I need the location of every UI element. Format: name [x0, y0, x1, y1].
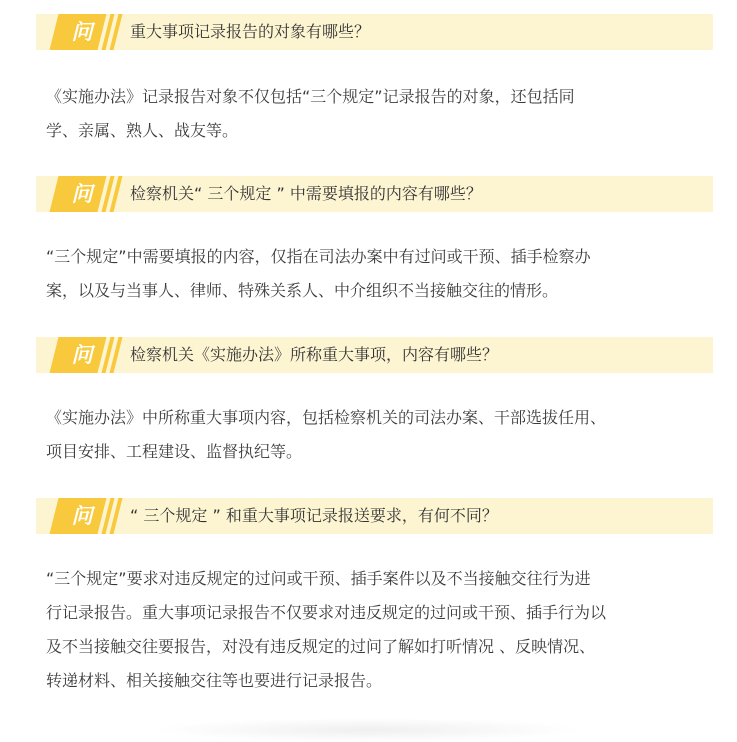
question-text: 检察机关《实施办法》所称重大事项，内容有哪些？: [130, 345, 499, 364]
answer-line: 《实施办法》记录报告对象不仅包括“三个规定”记录报告的对象，还包括同: [46, 87, 575, 106]
question-bar: [36, 14, 713, 50]
question-badge-label: 问: [71, 504, 93, 528]
answer-line: 学、亲属、熟人、战友等。: [46, 121, 239, 140]
question-bar: [36, 498, 713, 534]
question-badge-label: 问: [71, 343, 93, 367]
answer-text: [46, 562, 708, 698]
question-bar: [36, 176, 713, 212]
question-badge-label: 问: [71, 182, 93, 206]
answer-line: “三个规定”中需要填报的内容，仅指在司法办案中有过问或干预、插手检察办: [46, 247, 591, 266]
answer-line: 项目安排、工程建设、监督执纪等。: [46, 442, 303, 461]
answer-text: [46, 80, 708, 148]
question-badge-label: 问: [71, 20, 93, 44]
question-bar: [36, 337, 713, 373]
answer-line: 《实施办法》中所称重大事项内容，包括检察机关的司法办案、干部选拔任用、: [46, 408, 607, 427]
answer-line: 行记录报告。重大事项记录报告不仅要求对违反规定的过问或干预、插手行为以: [46, 603, 607, 622]
answer-line: 转递材料、相关接触交往等也要进行记录报告。: [46, 671, 383, 690]
question-text: 重大事项记录报告的对象有哪些？: [130, 22, 371, 41]
bottom-shadow: [150, 718, 587, 742]
question-text: 检察机关“ 三个规定 ” 中需要填报的内容有哪些？: [130, 184, 482, 203]
answer-text: [46, 401, 708, 469]
answer-line: 案，以及与当事人、律师、特殊关系人、中介组织不当接触交往的情形。: [46, 281, 559, 300]
answer-text: [46, 240, 708, 308]
answer-line: 及不当接触交往要报告，对没有违反规定的过问了解如打听情况 、反映情况、: [46, 637, 596, 656]
answer-line: “三个规定”要求对违反规定的过问或干预、插手案件以及不当接触交往行为进: [46, 569, 591, 588]
question-text: “ 三个规定 ” 和重大事项记录报送要求，有何不同？: [130, 506, 498, 525]
